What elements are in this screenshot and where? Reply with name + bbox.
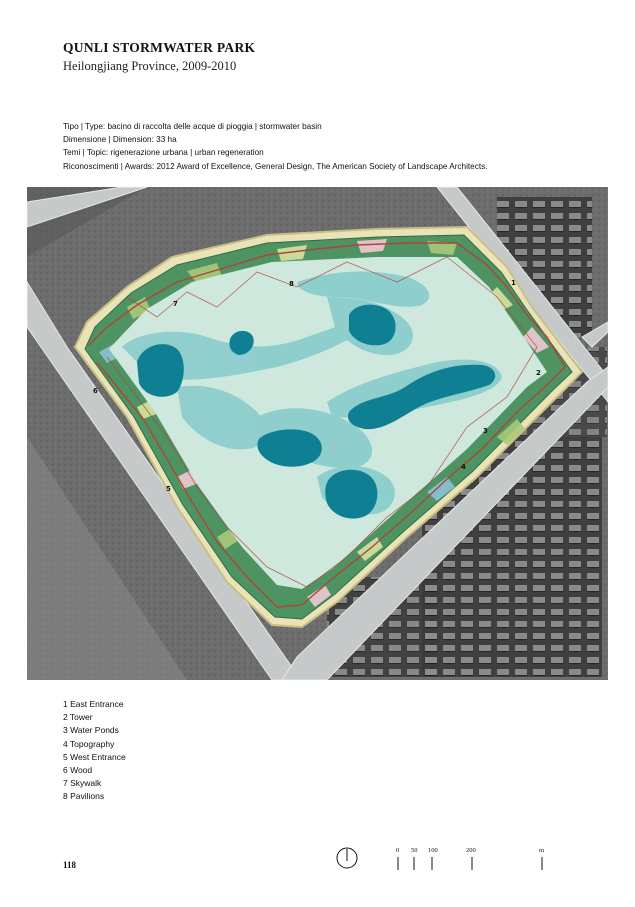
marker-5: 5 [166, 485, 171, 493]
north-arrow-icon [336, 847, 358, 869]
marker-4: 4 [461, 463, 466, 471]
scale-tick-50: 50 [411, 847, 418, 854]
marker-2: 2 [536, 369, 541, 377]
marker-8: 8 [289, 280, 294, 288]
legend-item: 6 Wood [63, 765, 93, 776]
legend-item: 8 Pavilions [63, 791, 105, 802]
legend-item: 2 Tower [63, 712, 93, 723]
marker-7: 7 [173, 300, 178, 308]
scale-bar [392, 844, 557, 872]
scale-tick-0: 0 [396, 847, 400, 854]
site-plan-aerial [27, 187, 608, 680]
pond-west [137, 344, 184, 397]
scale-tick-200: 200 [466, 847, 476, 854]
info-type: Tipo | Type: bacino di raccolta delle acque di pioggia | stormwater basin [63, 122, 322, 131]
marker-6: 6 [93, 387, 98, 395]
legend-item: 3 Water Ponds [63, 725, 119, 736]
legend-item: 4 Topography [63, 738, 115, 749]
project-info [63, 120, 487, 173]
legend-item: 7 Skywalk [63, 778, 102, 789]
legend-item: 5 West Entrance [63, 751, 126, 762]
legend-item: 1 East Entrance [63, 699, 124, 709]
pond-south [325, 470, 377, 519]
page-number: 118 [63, 860, 77, 870]
page-title: QUNLI STORMWATER PARK [63, 40, 256, 55]
marker-1: 1 [511, 279, 516, 287]
page-subtitle: Heilongjiang Province, 2009-2010 [63, 59, 237, 73]
scale-unit: m [539, 847, 545, 854]
scale-tick-100: 100 [428, 847, 438, 854]
plan-legend [63, 698, 126, 804]
info-topic: Temi | Topic: rigenerazione urbana | urban regeneration [63, 148, 264, 158]
info-awards: Riconoscimenti | Awards: 2012 Award of Excellence, General Design, The American Society of Landscape Architects. [63, 161, 488, 171]
info-dimension: Dimensione | Dimension: 33 ha [63, 135, 177, 145]
marker-3: 3 [483, 427, 488, 435]
